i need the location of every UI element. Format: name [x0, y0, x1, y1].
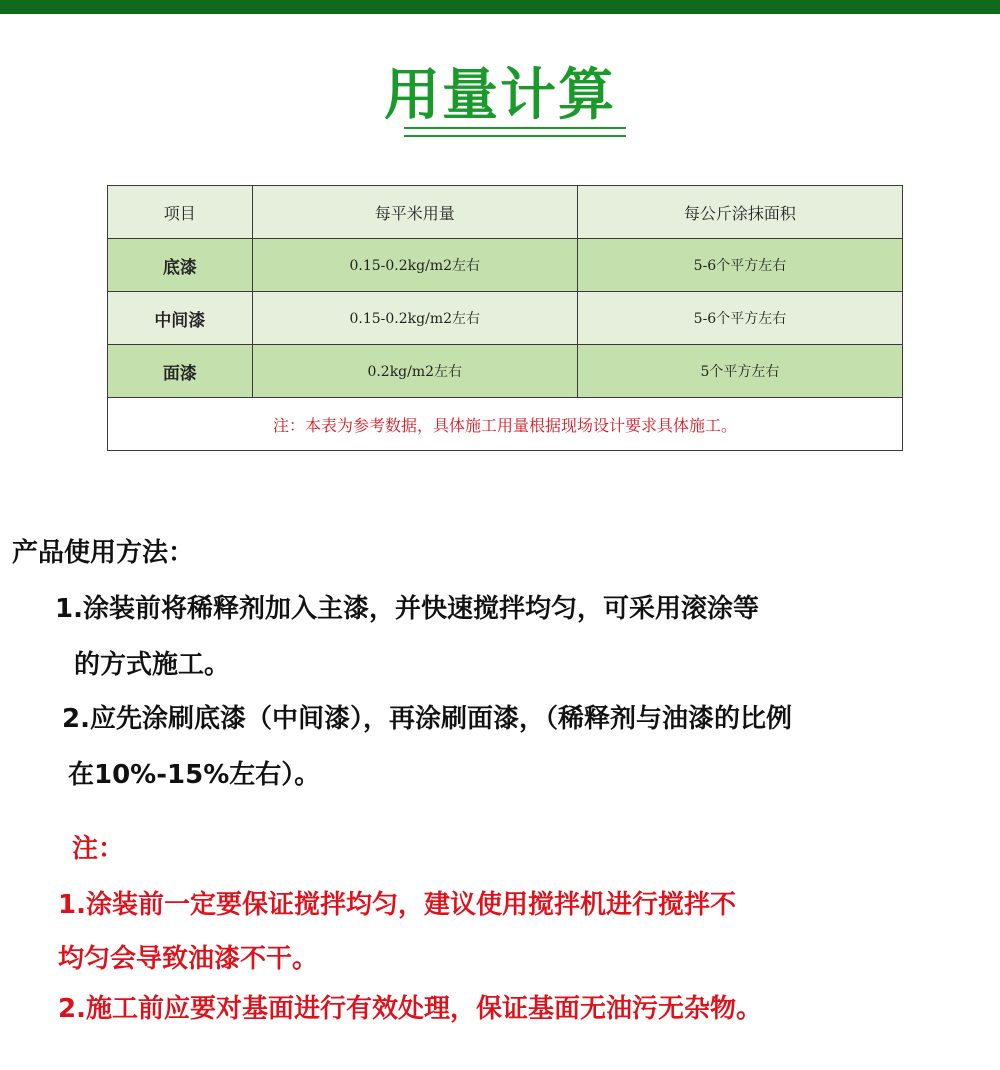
- row-item: 底漆: [108, 239, 253, 292]
- row-per-sqm: 0.15-0.2kg/m2左右: [252, 292, 577, 345]
- row-per-kg: 5-6个平方左右: [577, 239, 902, 292]
- header-item: 项目: [108, 186, 253, 239]
- usage-step-1: 1.涂装前将稀释剂加入主漆，并快速搅拌均匀，可采用滚涂等: [55, 594, 759, 624]
- page-title: 用量计算: [384, 63, 616, 128]
- note-1: 1.涂装前一定要保证搅拌均匀，建议使用搅拌机进行搅拌不: [58, 890, 736, 920]
- usage-step-1-cont: 的方式施工。: [74, 650, 231, 680]
- top-bar: [0, 0, 1000, 14]
- row-per-sqm: 0.2kg/m2左右: [252, 345, 577, 398]
- table-row: [108, 292, 903, 345]
- header-per-kg: 每公斤涂抹面积: [577, 186, 902, 239]
- usage-step-2-cont: 在10%-15%左右）。: [68, 760, 321, 790]
- row-per-sqm: 0.15-0.2kg/m2左右: [252, 239, 577, 292]
- row-per-kg: 5-6个平方左右: [577, 292, 902, 345]
- usage-step-2: 2.应先涂刷底漆（中间漆），再涂刷面漆，（稀释剂与油漆的比例: [62, 704, 792, 734]
- header-per-sqm: 每平米用量: [252, 186, 577, 239]
- table-header-row: [108, 186, 903, 239]
- title-container: [0, 62, 1000, 130]
- row-item: 面漆: [108, 345, 253, 398]
- note-2: 2.施工前应要对基面进行有效处理，保证基面无油污无杂物。: [58, 994, 762, 1024]
- notes-heading: 注：: [72, 834, 125, 864]
- row-per-kg: 5个平方左右: [577, 345, 902, 398]
- title-underline: [404, 127, 626, 137]
- row-item: 中间漆: [108, 292, 253, 345]
- table-note: 注：本表为参考数据，具体施工用量根据现场设计要求具体施工。: [108, 398, 903, 451]
- table-row: [108, 345, 903, 398]
- note-1-cont: 均匀会导致油漆不干。: [58, 944, 319, 974]
- usage-heading: 产品使用方法：: [12, 538, 195, 568]
- usage-table: [107, 185, 903, 451]
- table-note-row: [108, 398, 903, 451]
- table-row: [108, 239, 903, 292]
